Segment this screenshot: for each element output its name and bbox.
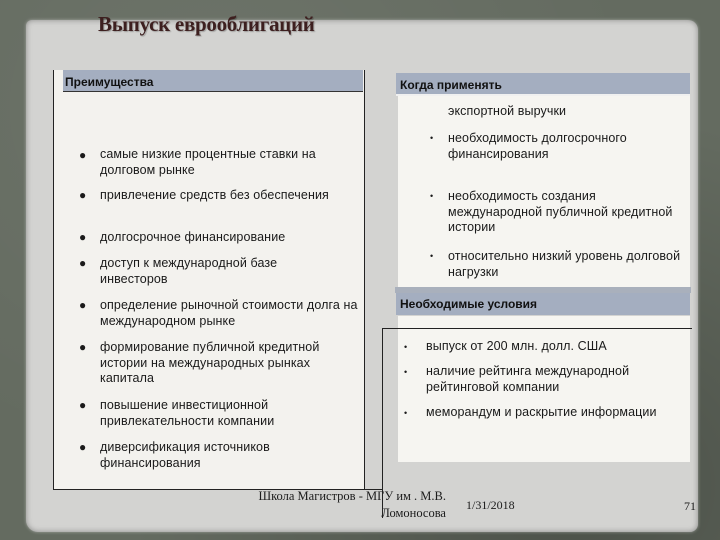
footer-school-line1: Школа Магистров - МГУ им . М.В. [258,489,446,503]
advantage-item: повышение инвестиционной привлекательности компании [100,398,275,428]
advantage-item: диверсификация источников финансирования [100,440,270,470]
bullet-icon: ● [79,256,87,270]
when-to-use-item: относительно низкий уровень долговой нагрузки [448,249,681,279]
bullet-icon: ● [79,340,87,354]
bullet-icon: • [404,408,408,418]
slide-number: 71 [684,499,696,513]
when-to-use-item: необходимость долгосрочного финансирования [448,131,627,161]
footer-date: 1/31/2018 [466,498,515,512]
advantage-item: долгосрочное финансирование [100,230,286,244]
bullet-icon: ● [79,188,87,202]
bullet-icon: ● [79,148,87,162]
when-to-use-partial-text: экспортной выручки [448,104,567,118]
advantage-item: формирование публичной кредитной истории на международных рынках капитала [100,340,320,385]
bullet-icon: ● [79,398,87,412]
slide-title: Выпуск еврооблигаций [98,12,315,36]
condition-item: выпуск от 200 млн. долл. США [426,339,607,353]
condition-item: меморандум и раскрытие информации [426,405,657,419]
conditions-top-border [382,328,692,329]
conditions-header: Необходимые условия [396,293,690,315]
advantage-item: привлечение средств без обеспечения [100,188,329,202]
when-to-use-item: необходимость создания международной публичной кредитной истории [448,189,673,234]
bullet-icon: • [404,342,408,352]
advantages-header: Преимущества [63,70,363,92]
bullet-icon: ● [79,298,87,312]
advantage-item: доступ к международной базе инвесторов [100,256,278,286]
when-to-use-header: Когда применять [396,73,690,96]
bullet-icon: ● [79,230,87,244]
advantage-item: определение рыночной стоимости долга на международном рынке [100,298,358,328]
footer-school-line2: Ломоносова [381,506,446,520]
bullet-icon: • [430,191,434,201]
bullet-icon: • [430,251,434,261]
bullet-icon: ● [79,440,87,454]
advantage-item: самые низкие процентные ставки на долговом рынке [100,147,316,177]
bullet-icon: • [404,367,408,377]
footer-school [228,488,446,530]
condition-item: наличие рейтинга международной рейтинговой компании [426,364,630,394]
bullet-icon: • [430,133,434,143]
